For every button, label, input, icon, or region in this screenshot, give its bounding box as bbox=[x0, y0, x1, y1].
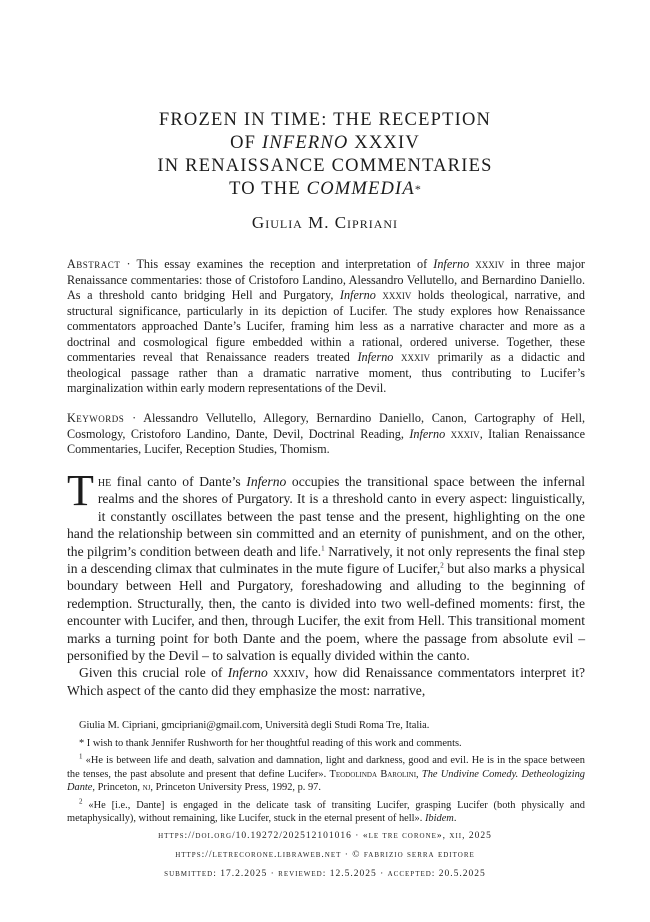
footnote-book-title: The Undivine Comedy. Detheologizing Dante bbox=[67, 768, 586, 793]
paragraph-text: final canto of Dante’s bbox=[111, 474, 247, 489]
abstract-canto-number: xxxiv bbox=[375, 288, 412, 302]
acknowledgement-mark: * bbox=[79, 737, 85, 749]
footnote-text: . bbox=[453, 813, 457, 824]
title-line-4-prefix: TO THE bbox=[229, 179, 307, 199]
footnotes bbox=[67, 719, 585, 826]
drop-cap: T bbox=[67, 466, 94, 515]
paragraph-2 bbox=[67, 664, 585, 699]
acknowledgement-text: I wish to thank Jennifer Rushworth for her thoughtful reading of this work and comments. bbox=[84, 737, 462, 749]
footnote-2 bbox=[67, 799, 585, 826]
footnote-text: , Princeton, bbox=[92, 782, 143, 793]
lead-in: he bbox=[97, 474, 112, 489]
abstract-italic: Inferno bbox=[357, 350, 394, 364]
abstract-italic: Inferno bbox=[433, 257, 470, 271]
paragraph-canto-number: xxxiv bbox=[267, 665, 306, 681]
title-italic-inferno: INFERNO bbox=[261, 133, 349, 153]
title-line-2 bbox=[60, 132, 590, 155]
title-line-2-suffix: XXXIV bbox=[348, 133, 420, 153]
acknowledgement-note bbox=[67, 737, 585, 751]
footnote-ref-1[interactable]: 1 bbox=[321, 544, 325, 553]
paragraph-text: Given this crucial role of bbox=[79, 665, 228, 681]
footnote-ibidem: Ibidem bbox=[424, 813, 454, 824]
footnote-number-2: 2 bbox=[79, 797, 83, 806]
title-line-4 bbox=[60, 178, 590, 201]
keywords-canto-number: xxxiv bbox=[445, 426, 480, 441]
abstract-text: in three major Renaissance commentaries: those of Cristoforo Landino, Alessandro Vellutello, and Bernardino Daniello. As a threshold canto bridging Hell and Purgatory, bbox=[67, 257, 585, 302]
footnote-ref-2[interactable]: 2 bbox=[440, 561, 444, 570]
footnote-text: , Princeton University Press, 1992, p. 97. bbox=[150, 782, 321, 793]
keywords bbox=[67, 411, 585, 458]
author-name: Giulia M. Cipriani bbox=[251, 213, 399, 232]
footnote-author: Teodolinda Barolini bbox=[329, 768, 417, 780]
title-italic-commedia: COMMEDIA bbox=[306, 179, 415, 199]
paragraph-italic: Inferno bbox=[246, 474, 287, 489]
abstract-text: holds theological, narrative, and structural significance, particularly in its depiction of Lucifer. The study explores how Renaissance commentators approached Dante’s Lucifer, framing him less as a narrative character and more as a doctrinal and cosmological figure embedded within a rational, ordered universe. Together, these commentaries reveal that Renaissance readers treated bbox=[67, 288, 585, 364]
body-text bbox=[67, 466, 585, 699]
footnote-number-1: 1 bbox=[79, 752, 83, 761]
keywords-text: Alessandro Vellutello, Allegory, Bernardino Daniello, Canon, Cartography of Hell, Cosmology, Cristoforo Landino, Dante, Devil, Doctrinal Reading, bbox=[67, 411, 585, 441]
title-line-3: IN RENAISSANCE COMMENTARIES bbox=[157, 156, 493, 176]
footnote-text: «He [i.e., Dante] is engaged in the delicate task of transiting Lucifer, grasping Lucifer (both physically and metaphysically), without remaining, like Lucifer, stuck in the eternal present of hell». bbox=[67, 799, 585, 824]
abstract-canto-number: xxxiv bbox=[469, 257, 505, 271]
keywords-italic: Inferno bbox=[409, 426, 446, 441]
paragraph-text: Narratively, it not only represents the final step in a descending climax that culminates in the mute figure of Lucifer, bbox=[67, 543, 585, 577]
keywords-separator: · bbox=[124, 411, 144, 425]
abstract-canto-number: xxxiv bbox=[393, 350, 430, 364]
paragraph-text: occupies the transitional space between the infernal realms and the shores of Purgatory. It is a threshold canto in every aspect: linguistically, it constantly oscillates between the past tense and the present, highlighting on the one hand the relationship between sin committed and an eternity of punishment, and on the other, the pilgrim’s condition between death and life. bbox=[67, 474, 585, 559]
footnote-text: , bbox=[416, 768, 422, 780]
title-footnote-mark: * bbox=[414, 182, 421, 196]
keywords-text: , Italian Renaissance Commentaries, Lucifer, Reception Studies, Thomism. bbox=[67, 426, 585, 456]
title-line-1: FROZEN IN TIME: THE RECEPTION bbox=[158, 110, 492, 130]
abstract-text: This essay examines the reception and interpretation of bbox=[136, 257, 434, 271]
footnote-1 bbox=[67, 754, 585, 795]
title-line-2-prefix: OF bbox=[230, 133, 262, 153]
paragraph-1 bbox=[67, 466, 585, 664]
author-affiliation: Giulia M. Cipriani, gmcipriani@gmail.com, Università degli Studi Roma Tre, Italia. bbox=[79, 720, 430, 731]
paragraph-italic: Inferno bbox=[227, 665, 268, 681]
footnote-text: «He is between life and death, salvation and damnation, light and darkness, good and evil. He is in the space between the tenses, the past absolute and present that define Lucifer». bbox=[67, 755, 585, 780]
abstract-text: primarily as a didactic and theological passage rather than a dramatic narrative moment, thus contributing to Lucifer’s marginalization within early modern representations of the Devil. bbox=[67, 350, 585, 395]
paragraph-text: , how did Renaissance commentators interpret it? Which aspect of the canto did they emphasize the most: narrative, bbox=[67, 665, 585, 698]
footer-dates-line: submitted: 17.2.2025 · reviewed: 12.5.2025 · accepted: 20.5.2025 bbox=[164, 869, 486, 879]
footnote-state: nj bbox=[142, 782, 151, 793]
footer-doi-line[interactable]: https://doi.org/10.19272/202512101016 · «le tre corone», xii, 2025 bbox=[158, 831, 492, 841]
abstract bbox=[67, 257, 585, 397]
abstract-italic: Inferno bbox=[339, 288, 376, 302]
paragraph-text: but also marks a physical boundary between Hell and Purgatory, foreshadowing and alluding to the beginning of redemption. Structurally, then, the canto is divided into two well-defined moments: first, the encounter with Lucifer, and then, through Lucifer, the exit from Hell. This transitional moment marks a turning point for both Dante and the poem, where the passage from absolute evil – personified by the Devil – to salvation is equally divided within the canto. bbox=[67, 561, 585, 664]
abstract-label: Abstract bbox=[67, 257, 121, 271]
footer-publisher-line[interactable]: https://letrecorone.libraweb.net · © fabrizio serra editore bbox=[175, 850, 475, 860]
keywords-label: Keywords bbox=[67, 411, 125, 425]
abstract-separator: · bbox=[120, 257, 137, 271]
article-title bbox=[60, 109, 590, 201]
